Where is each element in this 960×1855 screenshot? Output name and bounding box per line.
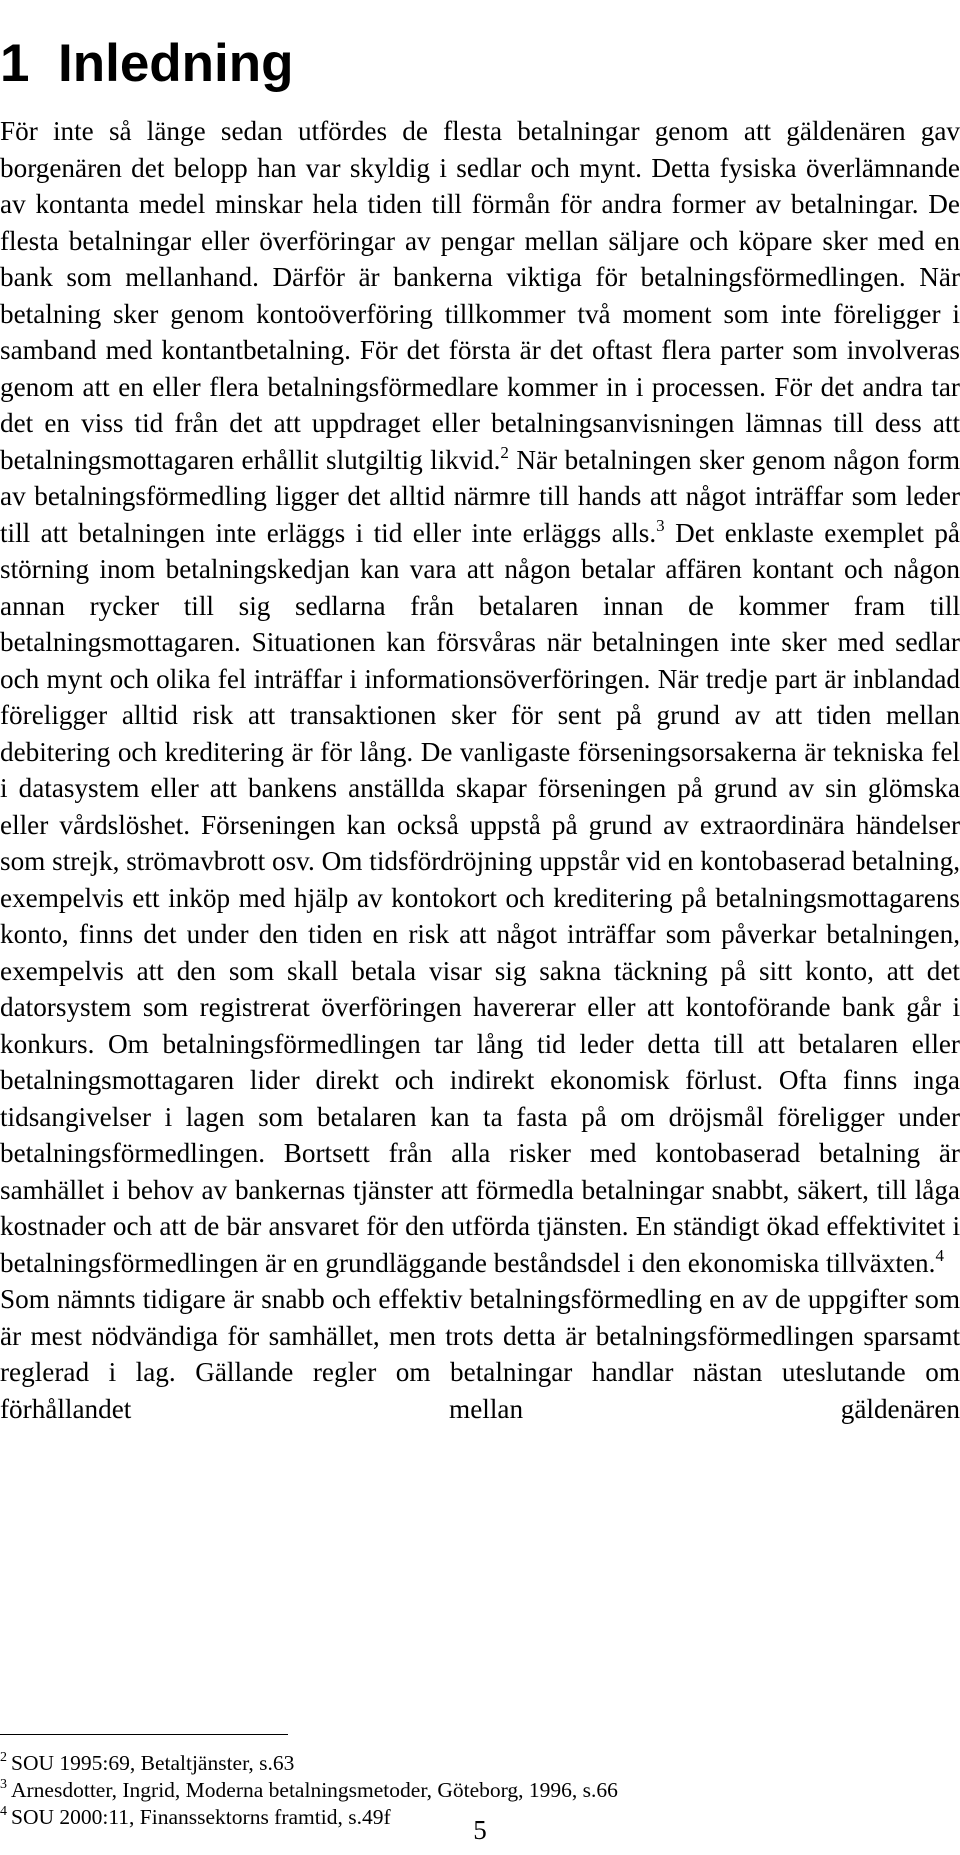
footnote bbox=[0, 1777, 960, 1804]
body-text bbox=[0, 113, 960, 1427]
footnote-number: 2 bbox=[0, 1750, 7, 1765]
footnote bbox=[0, 1750, 960, 1777]
footnote-number: 4 bbox=[0, 1804, 7, 1819]
paragraph-1-text-a: För inte så länge sedan utfördes de flesta betalningar genom att gäldenären gav borgenären det belopp han var skyldig i sedlar och mynt. Detta fysiska överlämnande av kontanta medel minskar hela tiden till förmån för andra former av betalningar. De flesta betalningar eller överföringar av pengar mellan säljare och köpare sker med en bank som mellanhand. Därför är bankerna viktiga för betalningsförmedlingen. När betalning sker genom kontoöverföring tillkommer två moment som inte föreligger i samband med kontantbetalning. För det första är det oftast flera parter som involveras genom att en eller flera betalningsförmedlare kommer in i processen. För det andra tar det en viss tid från det att uppdraget eller betalningsanvisningen lämnas till dess att betalningsmottagaren erhållit slutgiltig likvid. bbox=[0, 116, 960, 475]
paragraph-1-text-b: När betalningen sker genom någon form av betalningsförmedling ligger det alltid närmre till hands att något inträffar som leder till att betalningen inte erläggs i tid eller inte erläggs alls. bbox=[0, 444, 960, 548]
paragraph-2: Som nämnts tidigare är snabb och effektiv betalningsförmedling en av de uppgifter som är mest nödvändiga för samhället, men trots detta är betalningsförmedlingen sparsamt reglerad i lag. Gällande regler om betalningar handlar nästan uteslutande om förhållandet mellan gäldenären bbox=[0, 1284, 960, 1424]
footnote-text: SOU 2000:11, Finanssektorns framtid, s.49f bbox=[11, 1805, 391, 1829]
footnote-text: SOU 1995:69, Betaltjänster, s.63 bbox=[11, 1751, 295, 1775]
page-number: 5 bbox=[473, 1815, 487, 1845]
footnote-ref-2: 2 bbox=[500, 442, 509, 462]
footnote-ref-3: 3 bbox=[656, 515, 665, 535]
footnote-number: 3 bbox=[0, 1777, 7, 1792]
chapter-heading bbox=[0, 32, 960, 96]
footnote-ref-4: 4 bbox=[935, 1245, 944, 1265]
chapter-title: Inledning bbox=[58, 33, 294, 93]
paragraph-1 bbox=[0, 113, 960, 1281]
footnote-separator bbox=[0, 1734, 288, 1735]
footnote-text: Arnesdotter, Ingrid, Moderna betalningsmetoder, Göteborg, 1996, s.66 bbox=[11, 1778, 618, 1802]
paragraph-1-text-c: Det enklaste exemplet på störning inom betalningskedjan kan vara att någon betalar affären kontant och någon annan rycker till sig sedlarna från betalaren innan de kommer fram till betalningsmottagaren. Situationen kan försvåras när betalningen inte sker med sedlar och mynt och olika fel inträffar i informationsöverföringen. När tredje part är inblandad föreligger alltid risk att transaktionen sker för sent på grund av att tiden mellan debitering och kreditering är för lång. De vanligaste förseningsorsakerna är tekniska fel i datasystem eller att bankens anställda skapar förseningen på grund av sin glömska eller vårdslöshet. Förseningen kan också uppstå på grund av extraordinära händelser som strejk, strömavbrott osv. Om tidsfördröjning uppstår vid en kontobaserad betalning, exempelvis ett inköp med hjälp av kontokort och kreditering på betalningsmottagarens konto, finns det under den tiden en risk att något inträffar som påverkar betalningen, exempelvis att den som skall betala visar sig sakna täckning på sitt konto, att det datorsystem som registrerat överföringen havererar eller att kontoförande bank går i konkurs. Om betalningsförmedlingen tar lång tid leder detta till att betalaren eller betalningsmottagaren lider direkt och indirekt ekonomisk förlust. Ofta finns inga tidsangivelser i lagen som betalaren kan ta fasta på om dröjsmål föreligger under betalningsförmedlingen. Bortsett från alla risker med kontobaserad betalning är samhället i behov av bankernas tjänster att förmedla betalningar snabbt, säkert, till låga kostnader och att de bär ansvaret för den utförda tjänsten. En ständigt ökad effektivitet i betalningsförmedlingen är en grundläggande beståndsdel i den ekonomiska tillväxten. bbox=[0, 517, 960, 1278]
chapter-number: 1 bbox=[0, 33, 30, 93]
